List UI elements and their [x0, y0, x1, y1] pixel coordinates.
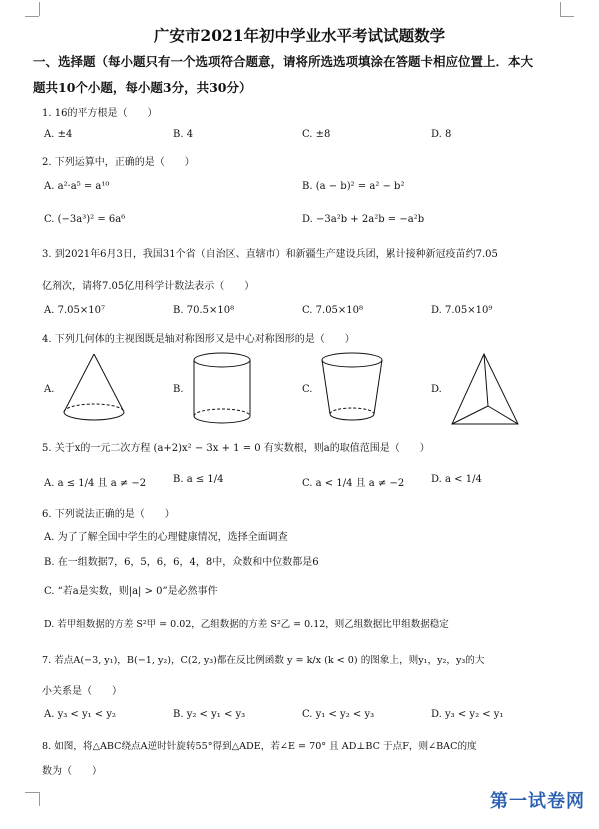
cone-figure — [58, 350, 130, 428]
frustum-figure — [316, 350, 388, 430]
question-1-stem: 1. 16的平方根是（ ） — [42, 108, 158, 119]
q1-option-d: D. 8 — [431, 129, 452, 140]
q7-option-a: A. y₃ < y₁ < y₂ — [44, 709, 117, 720]
section-heading-line2: 题共10个小题，每小题3分，共30分） — [33, 80, 252, 95]
q3-option-b: B. 70.5×10⁸ — [173, 305, 235, 316]
q1-option-c: C. ±8 — [302, 129, 331, 140]
q5-option-d: D. a < 1/4 — [431, 474, 482, 485]
tetrahedron-figure — [446, 350, 526, 430]
question-6-stem: 6. 下列说法正确的是（ ） — [42, 509, 175, 520]
q1-option-b: B. 4 — [173, 129, 194, 140]
watermark-logo: 第一试卷网 — [490, 791, 585, 812]
q2-option-b: B. (a − b)² = a² − b² — [302, 181, 405, 192]
section-heading-line1: 一、选择题（每小题只有一个选项符合题意，请将所选选项填涂在答题卡相应位置上．本大 — [33, 54, 534, 69]
q6-option-a: A. 为了了解全国中学生的心理健康情况，选择全面调查 — [44, 532, 288, 543]
q3-option-d: D. 7.05×10⁹ — [431, 305, 493, 316]
q2-option-a: A. a²·a⁵ = a¹⁰ — [44, 181, 110, 192]
q3-option-a: A. 7.05×10⁷ — [44, 305, 105, 316]
q7-option-b: B. y₂ < y₁ < y₃ — [173, 709, 246, 720]
q4-option-b: B. — [173, 384, 184, 395]
question-8-stem-line2: 数为（ ） — [42, 766, 102, 777]
q7-option-c: C. y₁ < y₂ < y₃ — [302, 709, 375, 720]
q2-option-c: C. (−3a³)² = 6a⁶ — [44, 214, 126, 225]
crop-mark — [39, 792, 40, 806]
crop-mark — [25, 792, 39, 793]
q4-option-c: C. — [302, 384, 313, 395]
q4-option-d: D. — [431, 384, 442, 395]
q2-option-d: D. −3a²b + 2a²b = −a²b — [302, 214, 425, 225]
question-5-stem: 5. 关于x的一元二次方程 (a+2)x² − 3x + 1 = 0 有实数根，则a的取值范围是（ ） — [42, 443, 430, 454]
q1-option-a: A. ±4 — [44, 129, 73, 140]
q6-option-c: C. “若a是实数，则|a| > 0”是必然事件 — [44, 586, 218, 597]
question-7-stem-line2: 小关系是（ ） — [42, 686, 122, 697]
crop-mark — [25, 16, 39, 17]
cylinder-figure — [188, 350, 260, 430]
question-2-stem: 2. 下列运算中，正确的是（ ） — [42, 157, 195, 168]
crop-mark — [39, 2, 40, 16]
q5-option-c: C. a < 1/4 且 a ≠ −2 — [302, 478, 405, 489]
question-3-stem-line2: 亿剂次，请将7.05亿用科学计数法表示（ ） — [42, 281, 255, 292]
q7-option-d: D. y₃ < y₂ < y₁ — [431, 709, 504, 720]
page-title: 广安市2021年初中学业水平考试试题数学 — [153, 26, 446, 45]
question-7-stem-line1: 7. 若点A(−3, y₁)，B(−1, y₂)，C(2, y₃)都在反比例函数 y = k/x (k < 0) 的图象上，则y₁，y₂，y₃的大 — [42, 655, 485, 666]
question-8-stem-line1: 8. 如图，将△ABC绕点A逆时针旋转55°得到△ADE，若∠E = 70° 且 AD⊥BC 于点F，则∠BAC的度 — [42, 741, 477, 752]
q3-option-c: C. 7.05×10⁸ — [302, 305, 364, 316]
q6-option-d: D. 若甲组数据的方差 S²甲 = 0.02，乙组数据的方差 S²乙 = 0.12，则乙组数据比甲组数据稳定 — [44, 619, 449, 630]
question-4-stem: 4. 下列几何体的主视图既是轴对称图形又是中心对称图形的是（ ） — [42, 334, 355, 345]
q5-option-b: B. a ≤ 1/4 — [173, 474, 224, 485]
question-3-stem-line1: 3. 到2021年6月3日，我国31个省（自治区、直辖市）和新疆生产建设兵团，累计接种新冠疫苗约7.05 — [42, 249, 498, 260]
crop-mark — [560, 16, 574, 17]
q5-option-a: A. a ≤ 1/4 且 a ≠ −2 — [44, 478, 147, 489]
q6-option-b: B. 在一组数据7，6，5，6，6，4，8中，众数和中位数都是6 — [44, 557, 319, 568]
crop-mark — [560, 2, 561, 16]
q4-option-a: A. — [44, 384, 55, 395]
